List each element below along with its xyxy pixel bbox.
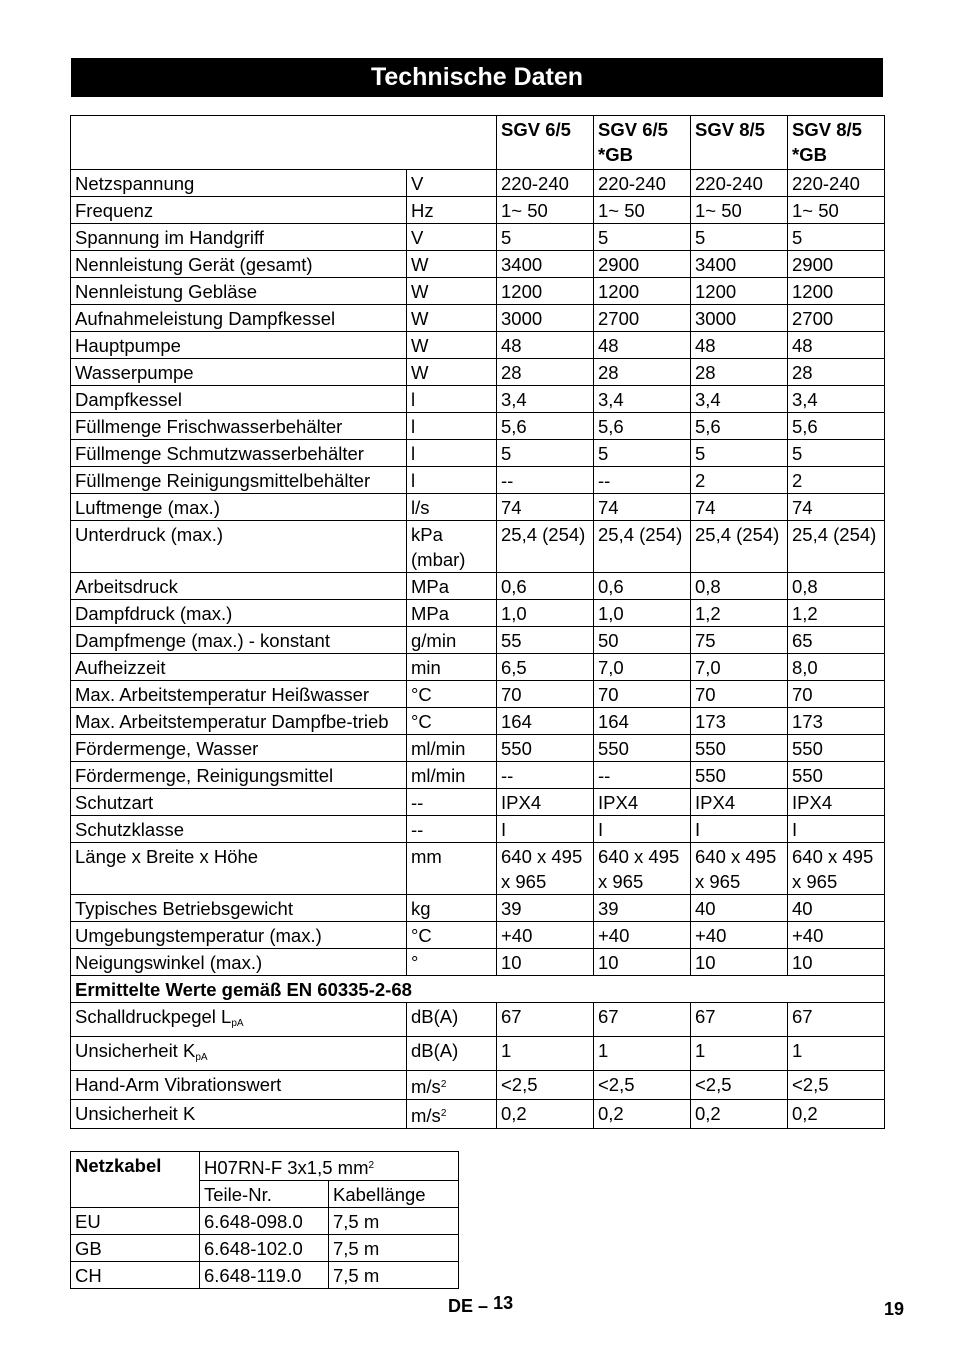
row-value: 1 <box>594 1037 691 1071</box>
row-value: 220-240 <box>788 170 885 197</box>
table-row <box>71 278 885 305</box>
unit-superscript: 2 <box>440 1079 447 1090</box>
row-unit: Hz <box>407 197 497 224</box>
row-value: 67 <box>594 1003 691 1037</box>
row-unit: MPa <box>407 600 497 627</box>
row-value: 5 <box>497 440 594 467</box>
row-value: 3000 <box>691 305 788 332</box>
row-label: Hand-Arm Vibrationswert <box>75 1074 282 1095</box>
row-label: Max. Arbeitstemperatur Dampfbe-trieb <box>71 708 407 735</box>
table-row <box>71 1100 885 1129</box>
table-header-row <box>71 116 885 170</box>
row-value: 74 <box>691 494 788 521</box>
row-value: 39 <box>594 895 691 922</box>
row-value: +40 <box>691 922 788 949</box>
row-value: 70 <box>788 681 885 708</box>
row-label: Füllmenge Frischwasserbehälter <box>71 413 407 440</box>
row-label: Nennleistung Gebläse <box>71 278 407 305</box>
row-value: 1 <box>691 1037 788 1071</box>
row-value: +40 <box>497 922 594 949</box>
row-value: <2,5 <box>594 1071 691 1100</box>
row-unit: l/s <box>407 494 497 521</box>
row-unit: dB(A) <box>411 1040 459 1061</box>
row-value: 7,0 <box>691 654 788 681</box>
row-value: 550 <box>594 735 691 762</box>
row-value: IPX4 <box>788 789 885 816</box>
row-value: 5 <box>497 224 594 251</box>
row-value: 220-240 <box>594 170 691 197</box>
table-row <box>71 1003 885 1037</box>
row-value: 5 <box>594 224 691 251</box>
row-label: Fördermenge, Reinigungsmittel <box>71 762 407 789</box>
row-value: 75 <box>691 627 788 654</box>
row-value: 70 <box>594 681 691 708</box>
table-row <box>71 521 885 573</box>
table-row <box>71 197 885 224</box>
row-value: 48 <box>594 332 691 359</box>
cable-length: 7,5 m <box>329 1262 459 1289</box>
row-value: 173 <box>691 708 788 735</box>
row-label-cell <box>71 1071 407 1100</box>
row-value: 6,5 <box>497 654 594 681</box>
row-label: Netzspannung <box>71 170 407 197</box>
row-unit: °C <box>407 708 497 735</box>
row-unit: -- <box>407 816 497 843</box>
technical-data-table <box>70 115 885 1129</box>
model-header: SGV 8/5 *GB <box>788 116 885 170</box>
row-value: -- <box>594 762 691 789</box>
table-row <box>71 413 885 440</box>
row-unit: ° <box>407 949 497 976</box>
row-label-cell <box>71 1100 407 1129</box>
page-footer-local <box>448 1293 514 1317</box>
page-number: 19 <box>884 1299 905 1319</box>
row-value: 5,6 <box>594 413 691 440</box>
row-unit: g/min <box>407 627 497 654</box>
row-label: Unsicherheit K <box>75 1040 196 1061</box>
table-row <box>71 573 885 600</box>
row-value: I <box>691 816 788 843</box>
table-row <box>71 359 885 386</box>
row-value: 48 <box>788 332 885 359</box>
row-unit-cell <box>407 1071 497 1100</box>
row-value: I <box>497 816 594 843</box>
row-value: 3,4 <box>497 386 594 413</box>
table-row <box>71 332 885 359</box>
row-value: 8,0 <box>788 654 885 681</box>
row-value: 28 <box>594 359 691 386</box>
row-value: 220-240 <box>497 170 594 197</box>
section-title: Ermittelte Werte gemäß EN 60335-2-68 <box>71 976 885 1003</box>
row-value: 1200 <box>691 278 788 305</box>
row-value: 2700 <box>594 305 691 332</box>
row-unit: l <box>407 467 497 494</box>
row-unit: dB(A) <box>411 1006 459 1027</box>
cable-col-length: Kabellänge <box>329 1181 459 1208</box>
row-unit: min <box>407 654 497 681</box>
row-label-cell <box>71 1037 407 1071</box>
row-label: Max. Arbeitstemperatur Heißwasser <box>71 681 407 708</box>
row-value: 164 <box>497 708 594 735</box>
cable-row <box>71 1235 459 1262</box>
table-row <box>71 386 885 413</box>
table-row <box>71 467 885 494</box>
table-row <box>71 949 885 976</box>
row-unit-cell <box>407 1003 497 1037</box>
row-unit: W <box>407 251 497 278</box>
row-value: 0,2 <box>788 1100 885 1129</box>
row-unit: W <box>407 305 497 332</box>
table-row <box>71 1071 885 1100</box>
row-unit: MPa <box>407 573 497 600</box>
cable-type: H07RN-F 3x1,5 mm <box>204 1157 369 1178</box>
row-label: Dampfmenge (max.) - konstant <box>71 627 407 654</box>
footer-page-local: 13 <box>493 1293 514 1313</box>
row-unit: V <box>407 224 497 251</box>
row-value: 10 <box>788 949 885 976</box>
row-value: <2,5 <box>497 1071 594 1100</box>
cable-country: EU <box>71 1208 200 1235</box>
model-header: SGV 8/5 <box>691 116 788 170</box>
row-label: Frequenz <box>71 197 407 224</box>
row-value: 70 <box>691 681 788 708</box>
cable-country: CH <box>71 1262 200 1289</box>
cable-type-cell <box>200 1152 459 1181</box>
row-value: 55 <box>497 627 594 654</box>
row-value: 2700 <box>788 305 885 332</box>
row-value: 5,6 <box>788 413 885 440</box>
row-value: 28 <box>497 359 594 386</box>
row-value: 2 <box>691 467 788 494</box>
cable-label: Netzkabel <box>71 1152 200 1208</box>
row-value: 173 <box>788 708 885 735</box>
page-title: Technische Daten <box>71 58 883 97</box>
row-value: 5,6 <box>691 413 788 440</box>
row-value: 0,8 <box>691 573 788 600</box>
footer-dash: – <box>478 1296 489 1316</box>
row-value: 3400 <box>497 251 594 278</box>
power-cable-table <box>70 1151 459 1289</box>
table-row <box>71 251 885 278</box>
row-value: +40 <box>594 922 691 949</box>
row-value: 70 <box>497 681 594 708</box>
row-value: 40 <box>691 895 788 922</box>
row-value: 39 <box>497 895 594 922</box>
cable-country: GB <box>71 1235 200 1262</box>
row-value: 1,0 <box>594 600 691 627</box>
row-unit: l <box>407 413 497 440</box>
cable-part-number: 6.648-119.0 <box>200 1262 329 1289</box>
row-value: 1 <box>788 1037 885 1071</box>
row-value: 25,4 (254) <box>497 521 594 573</box>
row-label: Typisches Betriebsgewicht <box>71 895 407 922</box>
row-value: 0,6 <box>497 573 594 600</box>
row-value: 550 <box>691 735 788 762</box>
row-unit: kg <box>407 895 497 922</box>
row-value: <2,5 <box>691 1071 788 1100</box>
row-label: Aufheizzeit <box>71 654 407 681</box>
row-value: 5 <box>594 440 691 467</box>
row-unit: W <box>407 332 497 359</box>
row-label: Umgebungstemperatur (max.) <box>71 922 407 949</box>
row-value: 10 <box>594 949 691 976</box>
row-label: Schutzklasse <box>71 816 407 843</box>
row-label: Nennleistung Gerät (gesamt) <box>71 251 407 278</box>
cable-col-part: Teile-Nr. <box>200 1181 329 1208</box>
cable-row <box>71 1152 459 1181</box>
row-value: I <box>788 816 885 843</box>
row-value: 0,2 <box>497 1100 594 1129</box>
cable-row <box>71 1262 459 1289</box>
row-unit-cell <box>407 1037 497 1071</box>
row-label: Neigungswinkel (max.) <box>71 949 407 976</box>
row-value: 1200 <box>594 278 691 305</box>
row-value: -- <box>594 467 691 494</box>
row-value: <2,5 <box>788 1071 885 1100</box>
row-value: 1~ 50 <box>497 197 594 224</box>
row-value: 164 <box>594 708 691 735</box>
unit-superscript: 2 <box>440 1108 447 1119</box>
row-value: +40 <box>788 922 885 949</box>
row-value: 550 <box>788 735 885 762</box>
row-value: 3000 <box>497 305 594 332</box>
row-value: 50 <box>594 627 691 654</box>
row-value: 640 x 495 x 965 <box>594 843 691 895</box>
cable-part-number: 6.648-102.0 <box>200 1235 329 1262</box>
row-value: 0,8 <box>788 573 885 600</box>
row-value: 5 <box>691 440 788 467</box>
table-row <box>71 681 885 708</box>
table-row <box>71 305 885 332</box>
row-value: 3400 <box>691 251 788 278</box>
row-value: 1200 <box>497 278 594 305</box>
row-label: Hauptpumpe <box>71 332 407 359</box>
row-label: Unsicherheit K <box>75 1103 196 1124</box>
table-row <box>71 600 885 627</box>
row-value: 640 x 495 x 965 <box>497 843 594 895</box>
table-row <box>71 762 885 789</box>
row-value: 74 <box>497 494 594 521</box>
row-value: 74 <box>594 494 691 521</box>
row-value: 40 <box>788 895 885 922</box>
row-value: IPX4 <box>691 789 788 816</box>
row-label: Spannung im Handgriff <box>71 224 407 251</box>
table-row <box>71 843 885 895</box>
row-value: 1~ 50 <box>691 197 788 224</box>
row-value: IPX4 <box>594 789 691 816</box>
row-value: 5 <box>788 440 885 467</box>
row-value: 3,4 <box>594 386 691 413</box>
row-value: -- <box>497 762 594 789</box>
row-label: Fördermenge, Wasser <box>71 735 407 762</box>
row-label: Schutzart <box>71 789 407 816</box>
row-label: Wasserpumpe <box>71 359 407 386</box>
row-value: 3,4 <box>691 386 788 413</box>
table-row <box>71 895 885 922</box>
row-value: 10 <box>497 949 594 976</box>
cable-type-superscript: 2 <box>368 1160 375 1171</box>
table-row <box>71 1037 885 1071</box>
row-unit-cell <box>407 1100 497 1129</box>
row-value: 550 <box>691 762 788 789</box>
row-value: 67 <box>497 1003 594 1037</box>
row-value: 5 <box>691 224 788 251</box>
row-value: 25,4 (254) <box>594 521 691 573</box>
section-row <box>71 976 885 1003</box>
table-row <box>71 816 885 843</box>
table-row <box>71 494 885 521</box>
table-row <box>71 654 885 681</box>
row-label: Füllmenge Reinigungsmittelbehälter <box>71 467 407 494</box>
row-value: 5 <box>788 224 885 251</box>
row-value: 1,2 <box>691 600 788 627</box>
row-label: Dampfkessel <box>71 386 407 413</box>
row-label: Luftmenge (max.) <box>71 494 407 521</box>
row-value: 1,0 <box>497 600 594 627</box>
row-value: 0,2 <box>594 1100 691 1129</box>
label-subscript: pA <box>231 1018 244 1029</box>
row-value: 10 <box>691 949 788 976</box>
row-unit: W <box>407 278 497 305</box>
model-header: SGV 6/5 *GB <box>594 116 691 170</box>
table-row <box>71 789 885 816</box>
row-unit: °C <box>407 922 497 949</box>
row-value: 0,2 <box>691 1100 788 1129</box>
row-value: 0,6 <box>594 573 691 600</box>
row-label: Dampfdruck (max.) <box>71 600 407 627</box>
row-unit: kPa (mbar) <box>407 521 497 573</box>
model-header: SGV 6/5 <box>497 116 594 170</box>
row-value: 67 <box>788 1003 885 1037</box>
row-value: 7,0 <box>594 654 691 681</box>
row-unit: m/s <box>411 1076 441 1097</box>
row-unit: V <box>407 170 497 197</box>
row-value: 67 <box>691 1003 788 1037</box>
table-row <box>71 170 885 197</box>
row-unit: W <box>407 359 497 386</box>
row-value: 1 <box>497 1037 594 1071</box>
row-value: 220-240 <box>691 170 788 197</box>
table-row <box>71 708 885 735</box>
table-row <box>71 627 885 654</box>
cable-part-number: 6.648-098.0 <box>200 1208 329 1235</box>
row-unit: l <box>407 440 497 467</box>
row-value: 28 <box>691 359 788 386</box>
table-row <box>71 224 885 251</box>
row-value: 640 x 495 x 965 <box>788 843 885 895</box>
row-value: 1200 <box>788 278 885 305</box>
row-value: IPX4 <box>497 789 594 816</box>
cable-length: 7,5 m <box>329 1235 459 1262</box>
row-value: 65 <box>788 627 885 654</box>
row-label-cell <box>71 1003 407 1037</box>
row-value: 2 <box>788 467 885 494</box>
table-row <box>71 735 885 762</box>
row-unit: l <box>407 386 497 413</box>
row-unit: m/s <box>411 1105 441 1126</box>
row-value: 5,6 <box>497 413 594 440</box>
row-label: Länge x Breite x Höhe <box>71 843 407 895</box>
cable-length: 7,5 m <box>329 1208 459 1235</box>
row-value: 48 <box>497 332 594 359</box>
row-unit: ml/min <box>407 735 497 762</box>
row-unit: mm <box>407 843 497 895</box>
header-blank-cell <box>71 116 497 170</box>
table-row <box>71 440 885 467</box>
table-row <box>71 922 885 949</box>
row-value: 25,4 (254) <box>788 521 885 573</box>
row-value: 640 x 495 x 965 <box>691 843 788 895</box>
label-subscript: pA <box>195 1052 208 1063</box>
row-value: 550 <box>788 762 885 789</box>
row-value: 550 <box>497 735 594 762</box>
row-value: 1,2 <box>788 600 885 627</box>
row-label: Arbeitsdruck <box>71 573 407 600</box>
row-value: 2900 <box>594 251 691 278</box>
row-label: Schalldruckpegel L <box>75 1006 232 1027</box>
row-unit: ml/min <box>407 762 497 789</box>
row-label: Aufnahmeleistung Dampfkessel <box>71 305 407 332</box>
row-unit: °C <box>407 681 497 708</box>
row-value: 2900 <box>788 251 885 278</box>
row-unit: -- <box>407 789 497 816</box>
row-value: 48 <box>691 332 788 359</box>
cable-row <box>71 1208 459 1235</box>
row-value: 1~ 50 <box>594 197 691 224</box>
row-value: 25,4 (254) <box>691 521 788 573</box>
row-value: 28 <box>788 359 885 386</box>
row-value: 74 <box>788 494 885 521</box>
row-label: Füllmenge Schmutzwasserbehälter <box>71 440 407 467</box>
row-value: -- <box>497 467 594 494</box>
row-value: 1~ 50 <box>788 197 885 224</box>
row-label: Unterdruck (max.) <box>71 521 407 573</box>
footer-language: DE <box>448 1296 474 1316</box>
row-value: I <box>594 816 691 843</box>
row-value: 3,4 <box>788 386 885 413</box>
